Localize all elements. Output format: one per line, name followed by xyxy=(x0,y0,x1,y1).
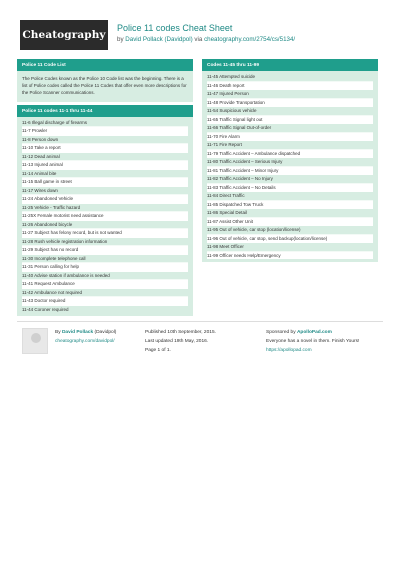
sheet-url-link[interactable]: cheatography.com/2754/cs/5134/ xyxy=(204,36,296,43)
code-row: 11-7 Prowler xyxy=(22,127,188,136)
author-link[interactable]: David Pollack (Davidpol) xyxy=(125,36,193,43)
code-row: 11-45 Attempted suicide xyxy=(207,73,373,82)
code-row: 11-82 Traffic Accident – No Injury xyxy=(207,175,373,184)
section-title: Codes 11-45 thru 11-99 xyxy=(202,59,378,71)
code-row: 11-84 Direct Traffic xyxy=(207,192,373,201)
by-label: By xyxy=(55,330,61,335)
code-row: 11-96 Out of vehicle, car stop, send backup(location/license) xyxy=(207,235,373,244)
code-row: 11-17 Wires down xyxy=(22,187,188,196)
footer-sponsor xyxy=(266,328,359,355)
code-row: 11-10 Take a report xyxy=(22,144,188,153)
code-row: 11-54 Suspicious vehicle xyxy=(207,107,373,116)
code-list xyxy=(202,71,378,262)
code-row: 11-24 Abandoned Vehicle xyxy=(22,195,188,204)
via-text: via xyxy=(194,36,203,43)
sponsor-label: Sponsored by xyxy=(266,330,296,335)
code-row: 11-8 Person down xyxy=(22,136,188,145)
code-row: 11-14 Animal bite xyxy=(22,170,188,179)
code-row: 11-28 Rush vehicle registration information xyxy=(22,238,188,247)
code-row: 11-48 Provide Transportation xyxy=(207,99,373,108)
author-avatar xyxy=(22,328,48,354)
codes-11-45-99-section xyxy=(202,59,378,262)
footer xyxy=(17,321,383,357)
code-row: 11-26 Abandoned bicycle xyxy=(22,221,188,230)
code-row: 11-98 Meet Officer xyxy=(207,243,373,252)
sponsor-url-link[interactable]: https://apollopad.com xyxy=(266,348,312,353)
code-row: 11-12 Dead animal xyxy=(22,153,188,162)
code-row: 11-6 Illegal discharge of firearms xyxy=(22,119,188,128)
updated-date: Last updated 19th May, 2016. xyxy=(145,339,209,344)
author-handle: (Davidpol) xyxy=(94,330,117,335)
code-row: 11-85 Dispatched Tow Truck xyxy=(207,201,373,210)
footer-dates xyxy=(145,328,216,355)
section-title: Police 11 codes 11-1 thru 11-44 xyxy=(17,105,193,117)
code-row: 11-29 Subject has no record xyxy=(22,246,188,255)
profile-link[interactable]: cheatography.com/davidpol/ xyxy=(55,339,115,344)
sponsor-tagline: Everyone has a novel in them. Finish Yours! xyxy=(266,339,360,344)
right-column xyxy=(202,59,378,265)
section-title: Police 11 Code List xyxy=(17,59,193,71)
code-row: 11-31 Person calling for help xyxy=(22,263,188,272)
code-row: 11-70 Fire Alarm xyxy=(207,133,373,142)
code-row: 11-86 Special Detail xyxy=(207,209,373,218)
code-row: 11-80 Traffic Accident – Serious Injury xyxy=(207,158,373,167)
by-text: by xyxy=(117,36,124,43)
code-row: 11-71 Fire Report xyxy=(207,141,373,150)
code-row: 11-47 Injured Person xyxy=(207,90,373,99)
code-row: 11-46 Death report xyxy=(207,82,373,91)
code-row: 11-27 Subject has felony record, but is not wanted xyxy=(22,229,188,238)
code-row: 11-42 Ambulance not required xyxy=(22,289,188,298)
left-column xyxy=(17,59,193,319)
published-date: Published 10th September, 2015. xyxy=(145,330,216,335)
code-row: 11-44 Coroner required xyxy=(22,306,69,312)
code-row: 11-99 Officer needs Help/Emergency xyxy=(207,252,373,260)
code-row: 11-81 Traffic Accident – Minor Injury xyxy=(207,167,373,176)
code-row: 11-25X Female motorist need assistance xyxy=(22,212,188,221)
code-list xyxy=(17,117,193,317)
code-row: 11-95 Out of vehicle, car stop (location/license) xyxy=(207,226,373,235)
code-row: 11-40 Advise station if ambulance is needed xyxy=(22,272,188,281)
code-row: 11-66 Traffic Signal Out-of-order xyxy=(207,124,373,133)
code-row: 11-83 Traffic Accident – No Details xyxy=(207,184,373,193)
codes-11-1-44-section xyxy=(17,105,193,317)
footer-author-link[interactable]: David Pollack xyxy=(61,330,94,335)
code-row: 11-25 Vehicle - Traffic hazard xyxy=(22,204,188,213)
code-row: 11-13 Injured animal xyxy=(22,161,188,170)
page-count: Page 1 of 1. xyxy=(145,348,171,353)
code-row: 11-65 Traffic Signal light out xyxy=(207,116,373,125)
code-row: 11-41 Request Ambulance xyxy=(22,280,188,289)
code-row: 11-15 Ball game in street xyxy=(22,178,188,187)
page-title: Police 11 codes Cheat Sheet xyxy=(117,23,233,33)
sponsor-link[interactable]: ApolloPad.com xyxy=(296,330,332,335)
code-row: 11-30 Incomplete telephone call xyxy=(22,255,188,264)
section-description: The Police Codes known as the Police 10 Code list was the beginning. There is a list of Police codes called the Police 11 Codes that offer even more descriptions for the Police Scanner communications. xyxy=(22,76,187,96)
code-list-section xyxy=(17,59,193,102)
code-row: 11-87 Assist Other Unit xyxy=(207,218,373,227)
byline xyxy=(117,36,295,43)
code-row: 11-43 Doctor required xyxy=(22,297,188,306)
code-row: 11-79 Traffic Accident – Ambulance dispatched xyxy=(207,150,373,159)
header xyxy=(20,20,380,50)
cheatography-logo[interactable]: Cheatography xyxy=(20,20,108,50)
footer-author xyxy=(55,328,116,346)
